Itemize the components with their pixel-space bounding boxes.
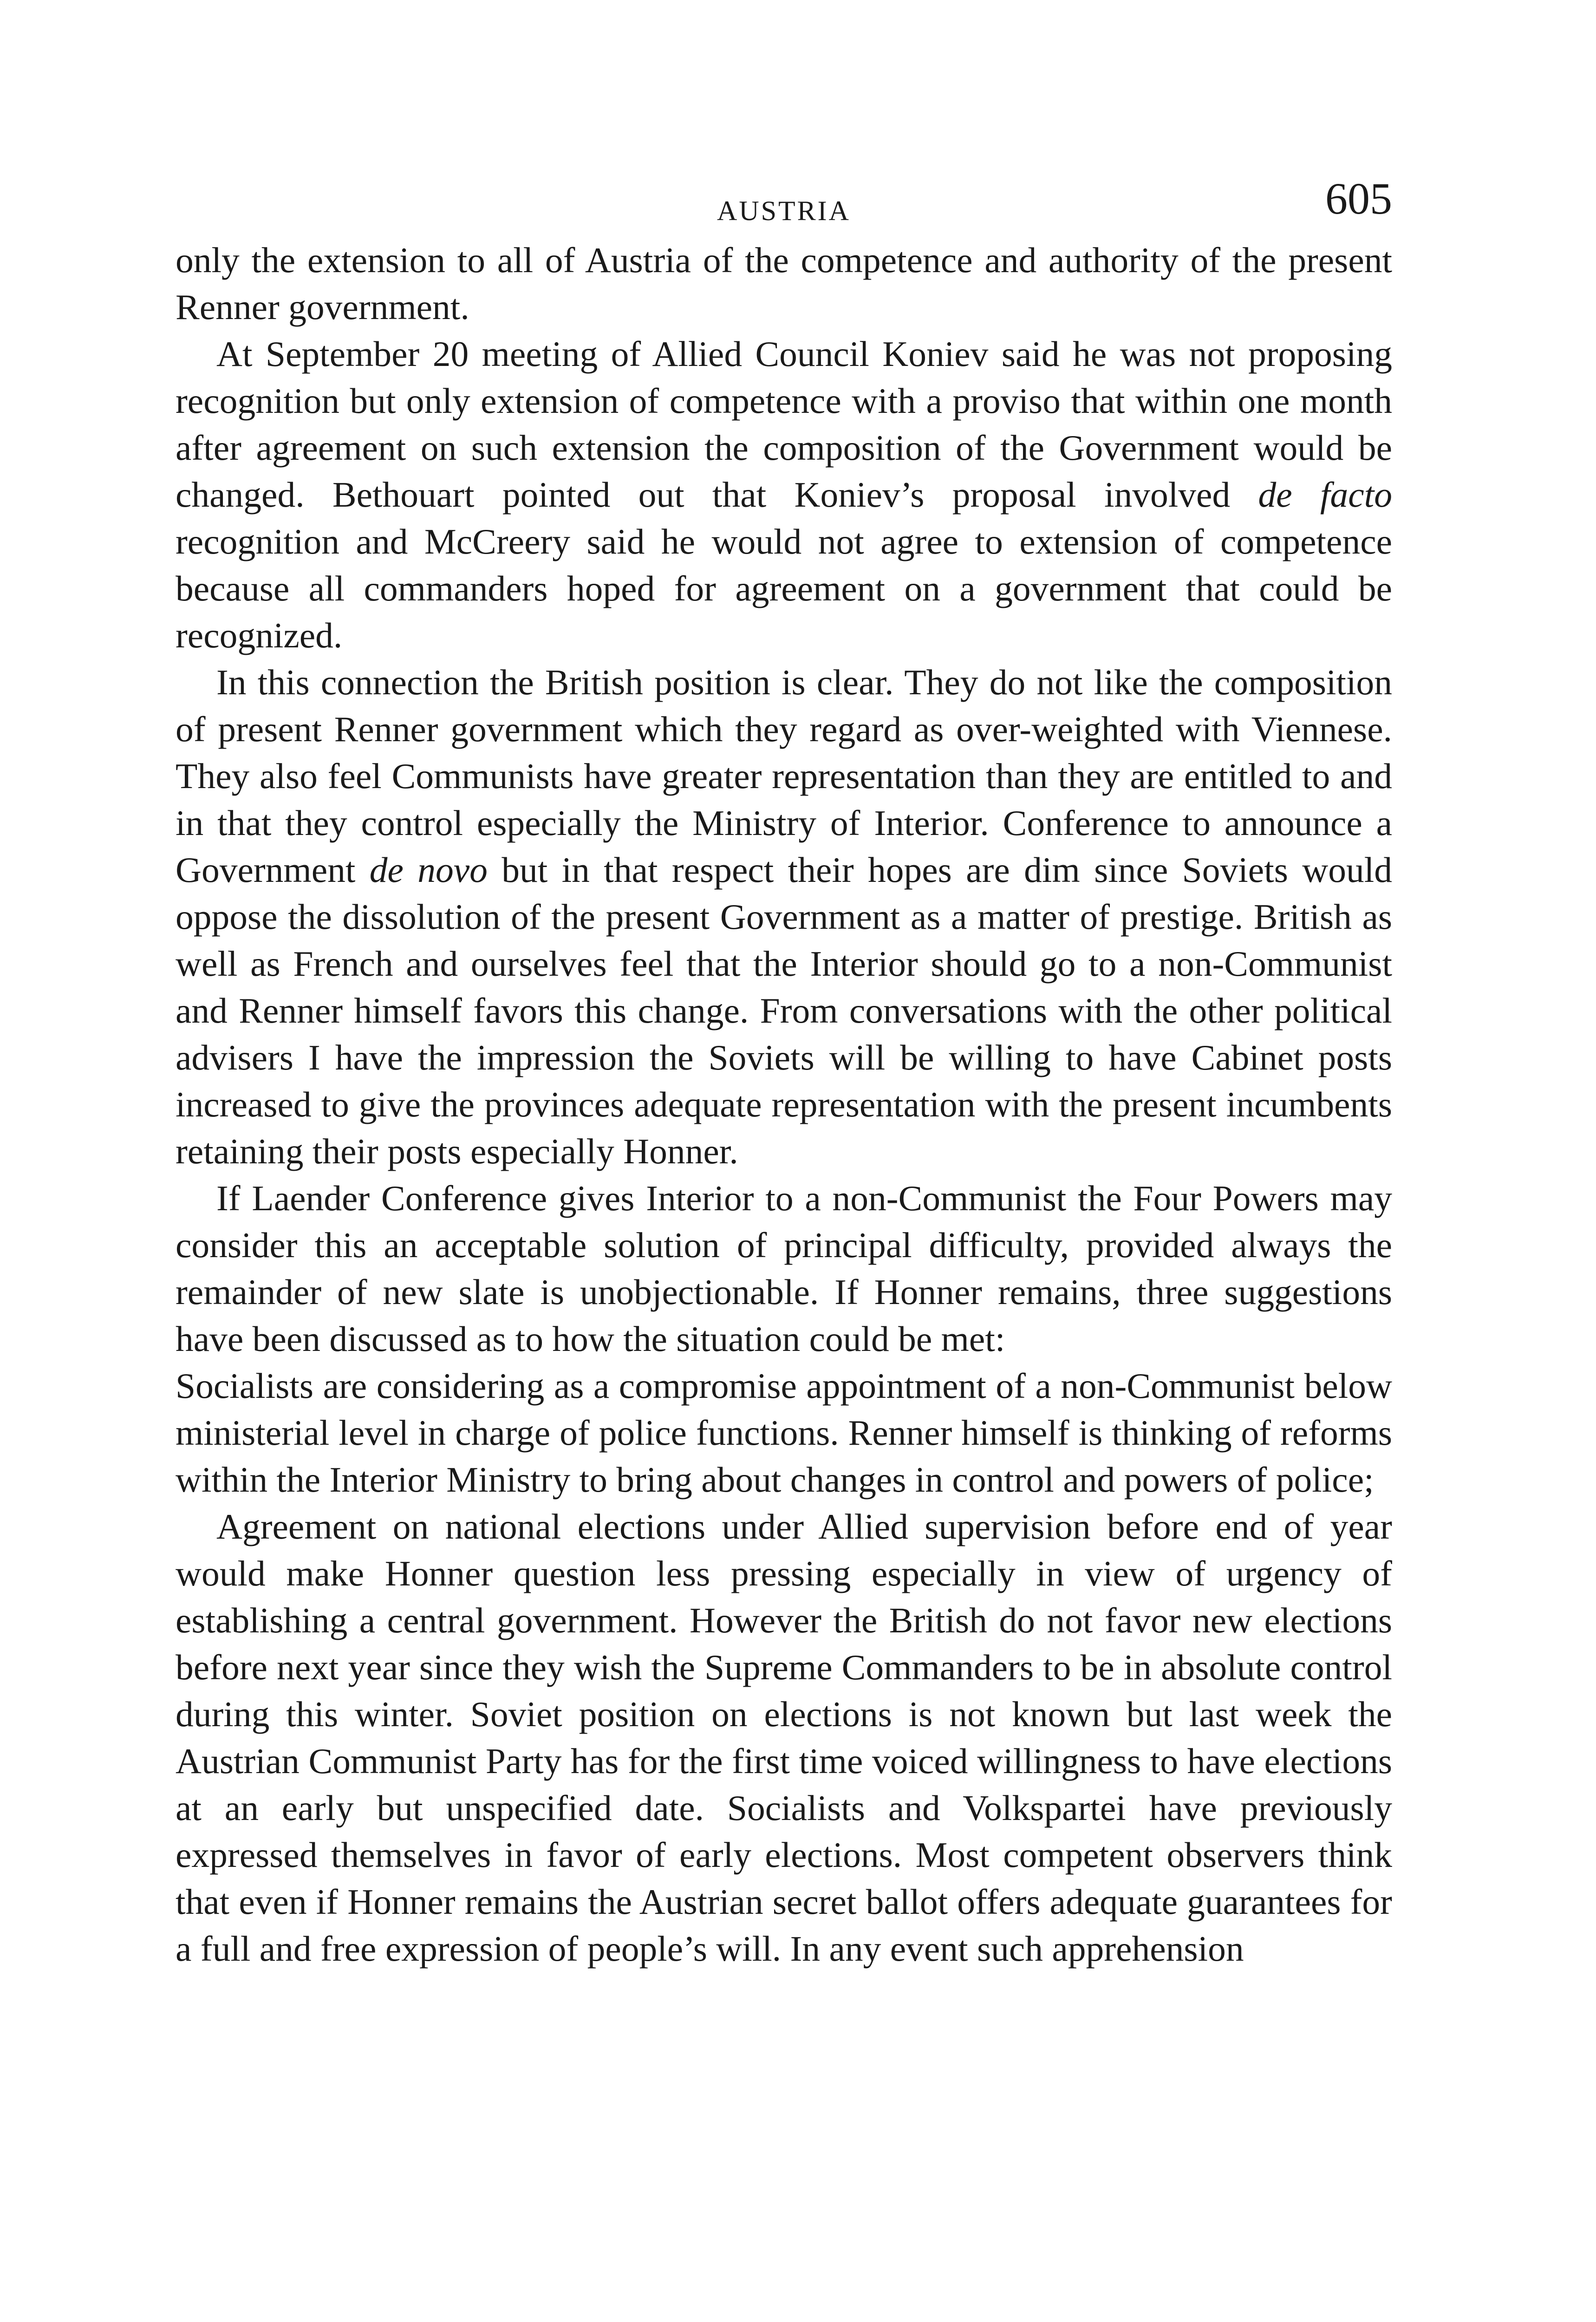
paragraph-4-text: If Laender Conference gives Interior to a non-Communist the Four Powers may consider this an acceptable solution of principal difficulty, provided always the remainder of new slate is unobjectionable. If Honner remains, three suggestions have been discussed as to how the situation could be met: [176, 1178, 1392, 1359]
running-title: AUSTRIA [717, 196, 851, 226]
paragraph-1 [176, 237, 1392, 331]
paragraph-2 [176, 331, 1392, 659]
paragraph-4 [176, 1175, 1392, 1363]
paragraph-2-text-b: recognition and McCreery said he would not agree to extension of competence because all commanders hoped for agreement on a government that could be recognized. [176, 522, 1392, 655]
paragraph-3-text-a: In this connection the British position is clear. They do not like the composition of present Renner government which they regard as over-weighted with Viennese. They also feel Communists have greater representation than they are entitled to and in that they control especially the Ministry of Interior. Conference to announce a Government [176, 662, 1392, 890]
body-text [176, 237, 1392, 1972]
page-number: 605 [1325, 174, 1392, 223]
italic-de-facto: de facto [1258, 475, 1392, 515]
paragraph-3 [176, 659, 1392, 1175]
paragraph-1-text: only the extension to all of Austria of the competence and authority of the present Renner government. [176, 240, 1392, 327]
paragraph-2-text-a: At September 20 meeting of Allied Council Koniev said he was not proposing recognition but only extension of competence with a proviso that within one month after agreement on such extension the composition of the Government would be changed. Bethouart pointed out that Koniev’s proposal involved [176, 334, 1392, 515]
document-page [176, 176, 1392, 1972]
paragraph-6 [176, 1503, 1392, 1972]
paragraph-6-text: Agreement on national elections under Allied supervision before end of year would make Honner question less pressing especially in view of urgency of establishing a central government. However the British do not favor new elections before next year since they wish the Supreme Commanders to be in absolute control during this winter. Soviet position on elections is not known but last week the Austrian Communist Party has for the first time voiced willingness to have elections at an early but unspecified date. Socialists and Volkspartei have previously expressed themselves in favor of early elections. Most competent observers think that even if Honner remains the Austrian secret ballot offers adequate guarantees for a full and free expression of people’s will. In any event such apprehension [176, 1507, 1392, 1969]
paragraph-3-text-b: but in that respect their hopes are dim since Soviets would oppose the dissolution of the present Government as a matter of prestige. British as well as French and ourselves feel that the Interior should go to a non-Communist and Renner himself favors this change. From conversations with the other political advisers I have the impression the Soviets will be willing to have Cabinet posts increased to give the provinces adequate representation with the present incumbents retaining their posts especially Honner. [176, 850, 1392, 1171]
paragraph-5 [176, 1363, 1392, 1503]
italic-de-novo: de novo [369, 850, 488, 890]
running-head [176, 176, 1392, 237]
paragraph-5-text: Socialists are considering as a compromise appointment of a non-Communist below ministerial level in charge of police functions. Renner himself is thinking of reforms within the Interior Ministry to bring about changes in control and powers of police; [176, 1366, 1392, 1500]
